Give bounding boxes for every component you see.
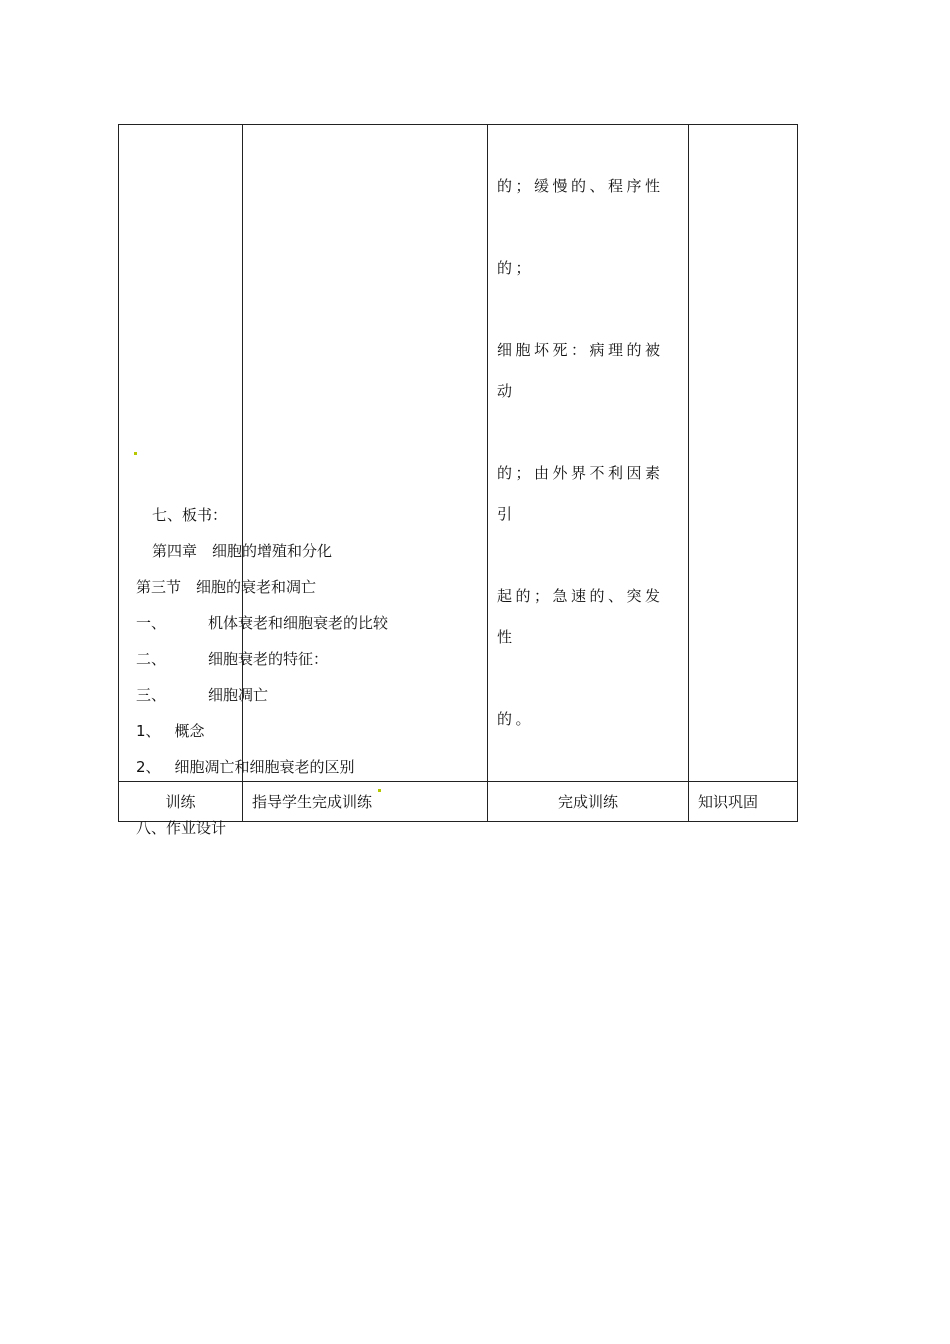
marker-dot <box>134 452 137 455</box>
table-cell-teacher-activity <box>243 125 488 782</box>
text-line: 起的；急速的、突发性 <box>497 587 664 646</box>
sub-item-text: 细胞凋亡和细胞衰老的区别 <box>174 758 355 776</box>
table-cell-step <box>119 125 243 782</box>
text-line: 细胞坏死：病理的被动 <box>497 341 664 400</box>
table-cell-step-training: 训练 <box>119 782 243 822</box>
outline-number: 二、 <box>136 650 167 668</box>
sub-item <box>136 757 355 777</box>
table-row <box>119 125 798 782</box>
outline-item <box>136 649 328 669</box>
sub-item <box>136 721 205 741</box>
sub-item-number: 2、 <box>136 758 161 776</box>
outline-text: 细胞衰老的特征： <box>208 650 329 668</box>
text-line: 的；由外界不利因素引 <box>497 464 664 523</box>
text-line: 的。 <box>497 710 535 728</box>
table-cell-teacher-guide: 指导学生完成训练 <box>243 782 488 822</box>
table-cell-design-intent <box>689 125 798 782</box>
table-cell-knowledge-consolidation: 知识巩固 <box>689 782 798 822</box>
table-cell-student-complete: 完成训练 <box>488 782 689 822</box>
outline-text: 细胞凋亡 <box>208 686 269 704</box>
marker-dot <box>378 789 381 792</box>
outline-item <box>136 685 268 705</box>
text-line: 的； <box>497 259 535 277</box>
outline-number: 三、 <box>136 686 167 704</box>
lesson-plan-table <box>118 124 798 822</box>
outline-number: 一、 <box>136 614 167 632</box>
table-row-training <box>119 782 798 822</box>
table-cell-student-activity <box>488 125 689 782</box>
apoptosis-vs-necrosis-text <box>488 125 688 781</box>
outline-item <box>136 613 388 633</box>
sub-item-text: 概念 <box>174 722 205 740</box>
sub-item-number: 1、 <box>136 722 161 740</box>
section-title: 第三节 细胞的衰老和凋亡 <box>136 578 317 596</box>
chapter-title: 第四章 细胞的增殖和分化 <box>152 542 333 560</box>
board-heading: 七、板书： <box>152 506 228 524</box>
outline-text: 机体衰老和细胞衰老的比较 <box>208 614 389 632</box>
homework-heading: 八、作业设计 <box>136 819 227 837</box>
text-line: 的；缓慢的、程序性 <box>497 177 664 195</box>
